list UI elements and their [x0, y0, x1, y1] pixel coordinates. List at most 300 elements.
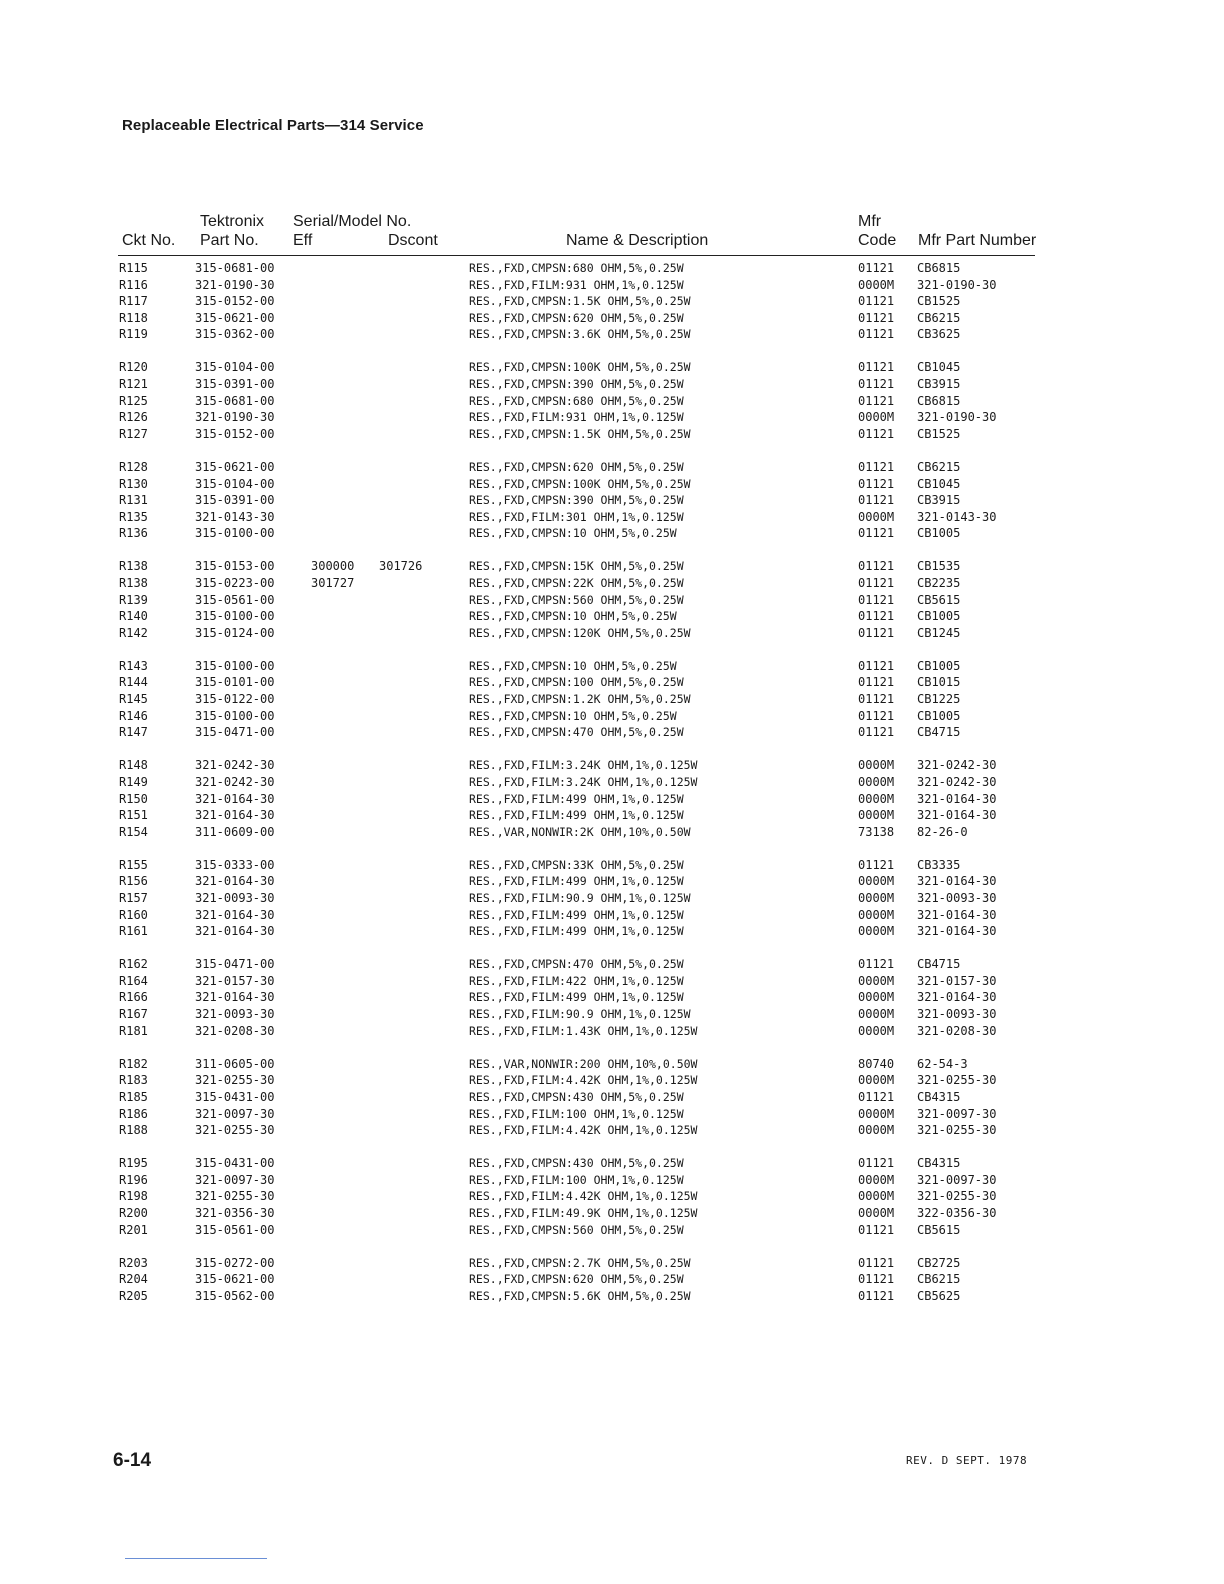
- column-header-dscont: Dscont: [388, 232, 438, 249]
- mfr-part-number-cell: CB1005: [917, 526, 961, 541]
- mfr-part-number-cell: CB6215: [917, 310, 961, 325]
- table-row: [0, 525, 1224, 542]
- mfr-part-number-cell: 321-0143-30: [917, 509, 997, 524]
- mfr-code-cell: 01121: [858, 708, 895, 723]
- mfr-code-cell: 73138: [858, 824, 895, 839]
- ckt-no-cell: R200: [119, 1206, 148, 1220]
- page-number: 6-14: [113, 1450, 152, 1471]
- part-no-cell: 315-0391-00: [195, 377, 275, 392]
- table-row: [0, 956, 1224, 973]
- mfr-code-cell: 0000M: [858, 1073, 895, 1088]
- part-no-cell: 315-0122-00: [195, 692, 275, 707]
- part-no-cell: 315-0562-00: [195, 1288, 275, 1303]
- ckt-no-cell: R161: [119, 924, 148, 939]
- description-cell: RES.,FXD,FILM:499 OHM,1%,0.125W: [469, 874, 684, 889]
- ckt-no-cell: R183: [119, 1073, 148, 1088]
- mfr-code-cell: 01121: [858, 957, 895, 972]
- part-no-cell: 315-0152-00: [195, 294, 275, 309]
- parts-table-body: [0, 260, 1224, 1321]
- part-no-cell: 311-0605-00: [195, 1056, 275, 1071]
- table-row: [0, 459, 1224, 476]
- part-no-cell: 315-0152-00: [195, 426, 275, 441]
- mfr-code-cell: 0000M: [858, 874, 895, 889]
- table-row: [0, 1089, 1224, 1106]
- description-cell: RES.,FXD,CMPSN:120K OHM,5%,0.25W: [469, 625, 691, 640]
- mfr-code-cell: 0000M: [858, 774, 895, 789]
- mfr-part-number-cell: 322-0356-30: [917, 1206, 997, 1220]
- table-row: [0, 907, 1224, 924]
- mfr-part-number-cell: CB1005: [917, 609, 961, 624]
- mfr-code-cell: 0000M: [858, 410, 895, 425]
- mfr-code-cell: 01121: [858, 692, 895, 707]
- ckt-no-cell: R130: [119, 476, 148, 491]
- mfr-part-number-cell: CB3915: [917, 493, 961, 508]
- ckt-no-cell: R138: [119, 576, 148, 590]
- table-row: [0, 376, 1224, 393]
- part-no-cell: 321-0190-30: [195, 410, 275, 425]
- table-row: [0, 674, 1224, 691]
- table-row: [0, 393, 1224, 410]
- mfr-part-number-cell: CB4315: [917, 1089, 961, 1104]
- part-no-cell: 315-0333-00: [195, 857, 275, 872]
- description-cell: RES.,FXD,FILM:499 OHM,1%,0.125W: [469, 808, 684, 823]
- description-cell: RES.,FXD,CMPSN:620 OHM,5%,0.25W: [469, 310, 684, 325]
- part-no-cell: 315-0124-00: [195, 625, 275, 640]
- description-cell: RES.,FXD,FILM:3.24K OHM,1%,0.125W: [469, 758, 698, 773]
- part-no-cell: 315-0100-00: [195, 708, 275, 723]
- part-no-cell: 315-0391-00: [195, 493, 275, 508]
- mfr-code-cell: 01121: [858, 1255, 895, 1270]
- description-cell: RES.,FXD,CMPSN:10 OHM,5%,0.25W: [469, 526, 677, 541]
- mfr-code-cell: 01121: [858, 1288, 895, 1303]
- ckt-no-cell: R186: [119, 1106, 148, 1121]
- ckt-no-cell: R204: [119, 1272, 148, 1287]
- mfr-part-number-cell: 82-26-0: [917, 824, 968, 839]
- description-cell: RES.,FXD,CMPSN:10 OHM,5%,0.25W: [469, 658, 677, 673]
- mfr-code-cell: 0000M: [858, 509, 895, 524]
- ckt-no-cell: R145: [119, 692, 148, 707]
- mfr-part-number-cell: 321-0097-30: [917, 1106, 997, 1121]
- mfr-code-cell: 01121: [858, 426, 895, 441]
- mfr-part-number-cell: 321-0255-30: [917, 1073, 997, 1088]
- mfr-part-number-cell: CB1525: [917, 426, 961, 441]
- ckt-no-cell: R182: [119, 1056, 148, 1071]
- table-row: [0, 426, 1224, 443]
- part-no-cell: 321-0164-30: [195, 924, 275, 939]
- description-cell: RES.,FXD,CMPSN:430 OHM,5%,0.25W: [469, 1156, 684, 1171]
- description-cell: RES.,FXD,CMPSN:560 OHM,5%,0.25W: [469, 1222, 684, 1237]
- description-cell: RES.,FXD,FILM:90.9 OHM,1%,0.125W: [469, 1007, 691, 1022]
- table-row: [0, 326, 1224, 343]
- mfr-part-number-cell: 321-0255-30: [917, 1189, 997, 1204]
- mfr-part-number-cell: 321-0164-30: [917, 808, 997, 823]
- description-cell: RES.,FXD,FILM:3.24K OHM,1%,0.125W: [469, 774, 698, 789]
- ckt-no-cell: R166: [119, 990, 148, 1005]
- part-no-cell: 315-0471-00: [195, 725, 275, 740]
- mfr-code-cell: 0000M: [858, 1007, 895, 1022]
- ckt-no-cell: R198: [119, 1189, 148, 1204]
- part-no-cell: 311-0609-00: [195, 824, 275, 839]
- table-row: [0, 774, 1224, 791]
- part-no-cell: 315-0272-00: [195, 1255, 275, 1270]
- dscont-cell: 301726: [379, 559, 423, 574]
- page-title: Replaceable Electrical Parts—314 Service: [122, 117, 424, 134]
- ckt-no-cell: R118: [119, 310, 148, 325]
- mfr-part-number-cell: 321-0157-30: [917, 973, 997, 988]
- ckt-no-cell: R162: [119, 957, 148, 972]
- part-no-cell: 321-0356-30: [195, 1206, 275, 1220]
- part-no-cell: 315-0104-00: [195, 476, 275, 491]
- ckt-no-cell: R143: [119, 658, 148, 673]
- ckt-no-cell: R195: [119, 1156, 148, 1171]
- description-cell: RES.,FXD,FILM:499 OHM,1%,0.125W: [469, 990, 684, 1005]
- description-cell: RES.,FXD,CMPSN:430 OHM,5%,0.25W: [469, 1089, 684, 1104]
- description-cell: RES.,FXD,FILM:931 OHM,1%,0.125W: [469, 277, 684, 292]
- mfr-code-cell: 01121: [858, 459, 895, 474]
- mfr-part-number-cell: CB2725: [917, 1255, 961, 1270]
- row-group: [0, 857, 1224, 940]
- mfr-part-number-cell: CB1015: [917, 675, 961, 690]
- mfr-part-number-cell: 321-0164-30: [917, 791, 997, 806]
- table-row: [0, 791, 1224, 808]
- mfr-code-cell: 01121: [858, 327, 895, 342]
- table-row: [0, 973, 1224, 990]
- mfr-code-cell: 01121: [858, 1089, 895, 1104]
- mfr-part-number-cell: CB5615: [917, 592, 961, 607]
- part-no-cell: 321-0255-30: [195, 1123, 275, 1138]
- table-row: [0, 260, 1224, 277]
- eff-cell: 301727: [311, 576, 355, 590]
- mfr-code-cell: 01121: [858, 360, 895, 375]
- table-row: [0, 708, 1224, 725]
- header-rule: [118, 255, 1035, 256]
- mfr-code-cell: 80740: [858, 1056, 895, 1071]
- part-no-cell: 315-0621-00: [195, 459, 275, 474]
- table-row: [0, 492, 1224, 509]
- row-group: [0, 658, 1224, 741]
- description-cell: RES.,FXD,CMPSN:470 OHM,5%,0.25W: [469, 725, 684, 740]
- description-cell: RES.,FXD,FILM:499 OHM,1%,0.125W: [469, 907, 684, 922]
- description-cell: RES.,VAR,NONWIR:200 OHM,10%,0.50W: [469, 1056, 698, 1071]
- description-cell: RES.,FXD,FILM:100 OHM,1%,0.125W: [469, 1172, 684, 1187]
- part-no-cell: 315-0681-00: [195, 261, 275, 275]
- mfr-part-number-cell: CB1005: [917, 658, 961, 673]
- table-row: [0, 857, 1224, 874]
- mfr-part-number-cell: CB4315: [917, 1156, 961, 1171]
- ckt-no-cell: R196: [119, 1172, 148, 1187]
- description-cell: RES.,FXD,CMPSN:1.2K OHM,5%,0.25W: [469, 692, 691, 707]
- mfr-part-number-cell: 321-0164-30: [917, 907, 997, 922]
- table-row: [0, 1155, 1224, 1172]
- mfr-code-cell: 01121: [858, 261, 895, 275]
- ckt-no-cell: R121: [119, 377, 148, 392]
- description-cell: RES.,FXD,FILM:499 OHM,1%,0.125W: [469, 924, 684, 939]
- part-no-cell: 315-0101-00: [195, 675, 275, 690]
- table-row: [0, 989, 1224, 1006]
- table-row: [0, 1255, 1224, 1272]
- description-cell: RES.,FXD,FILM:90.9 OHM,1%,0.125W: [469, 891, 691, 905]
- description-cell: RES.,FXD,CMPSN:390 OHM,5%,0.25W: [469, 493, 684, 508]
- part-no-cell: 321-0157-30: [195, 973, 275, 988]
- ckt-no-cell: R127: [119, 426, 148, 441]
- mfr-part-number-cell: 321-0097-30: [917, 1172, 997, 1187]
- ckt-no-cell: R203: [119, 1255, 148, 1270]
- table-row: [0, 575, 1224, 592]
- part-no-cell: 315-0561-00: [195, 592, 275, 607]
- ckt-no-cell: R151: [119, 808, 148, 823]
- mfr-part-number-cell: CB3625: [917, 327, 961, 342]
- ckt-no-cell: R188: [119, 1123, 148, 1138]
- mfr-code-cell: 0000M: [858, 891, 895, 905]
- table-row: [0, 1288, 1224, 1305]
- mfr-code-cell: 01121: [858, 675, 895, 690]
- part-no-cell: 321-0255-30: [195, 1073, 275, 1088]
- table-row: [0, 1072, 1224, 1089]
- ckt-no-cell: R156: [119, 874, 148, 889]
- mfr-part-number-cell: 321-0255-30: [917, 1123, 997, 1138]
- ckt-no-cell: R136: [119, 526, 148, 541]
- table-row: [0, 277, 1224, 294]
- table-row: [0, 757, 1224, 774]
- part-no-cell: 315-0153-00: [195, 559, 275, 574]
- part-no-cell: 315-0681-00: [195, 393, 275, 408]
- table-row: [0, 592, 1224, 609]
- ckt-no-cell: R147: [119, 725, 148, 740]
- mfr-code-cell: 0000M: [858, 1189, 895, 1204]
- part-no-cell: 321-0164-30: [195, 874, 275, 889]
- table-row: [0, 1188, 1224, 1205]
- description-cell: RES.,FXD,CMPSN:22K OHM,5%,0.25W: [469, 576, 684, 590]
- part-no-cell: 321-0097-30: [195, 1172, 275, 1187]
- description-cell: RES.,FXD,FILM:499 OHM,1%,0.125W: [469, 791, 684, 806]
- mfr-part-number-cell: CB1535: [917, 559, 961, 574]
- table-row: [0, 1106, 1224, 1123]
- description-cell: RES.,FXD,FILM:4.42K OHM,1%,0.125W: [469, 1123, 698, 1138]
- ckt-no-cell: R181: [119, 1023, 148, 1038]
- mfr-part-number-cell: 321-0190-30: [917, 410, 997, 425]
- eff-cell: 300000: [311, 559, 355, 574]
- mfr-code-cell: 01121: [858, 592, 895, 607]
- mfr-part-number-cell: 321-0190-30: [917, 277, 997, 292]
- ckt-no-cell: R115: [119, 261, 148, 275]
- mfr-code-cell: 01121: [858, 476, 895, 491]
- mfr-part-number-cell: 321-0164-30: [917, 924, 997, 939]
- table-row: [0, 1205, 1224, 1222]
- row-group: [0, 459, 1224, 542]
- mfr-code-cell: 01121: [858, 1156, 895, 1171]
- ckt-no-cell: R154: [119, 824, 148, 839]
- mfr-code-cell: 01121: [858, 725, 895, 740]
- row-group: [0, 260, 1224, 343]
- description-cell: RES.,FXD,CMPSN:620 OHM,5%,0.25W: [469, 1272, 684, 1287]
- description-cell: RES.,FXD,FILM:49.9K OHM,1%,0.125W: [469, 1206, 698, 1220]
- mfr-part-number-cell: 321-0164-30: [917, 990, 997, 1005]
- mfr-code-cell: 01121: [858, 609, 895, 624]
- mfr-code-cell: 01121: [858, 658, 895, 673]
- ckt-no-cell: R140: [119, 609, 148, 624]
- ckt-no-cell: R125: [119, 393, 148, 408]
- ckt-no-cell: R135: [119, 509, 148, 524]
- description-cell: RES.,FXD,FILM:100 OHM,1%,0.125W: [469, 1106, 684, 1121]
- description-cell: RES.,FXD,CMPSN:620 OHM,5%,0.25W: [469, 459, 684, 474]
- ckt-no-cell: R120: [119, 360, 148, 375]
- description-cell: RES.,FXD,CMPSN:1.5K OHM,5%,0.25W: [469, 294, 691, 309]
- row-group: [0, 359, 1224, 442]
- ckt-no-cell: R205: [119, 1288, 148, 1303]
- description-cell: RES.,VAR,NONWIR:2K OHM,10%,0.50W: [469, 824, 691, 839]
- row-group: [0, 1155, 1224, 1238]
- table-row: [0, 1172, 1224, 1189]
- mfr-code-cell: 01121: [858, 857, 895, 872]
- ckt-no-cell: R167: [119, 1007, 148, 1022]
- ckt-no-cell: R126: [119, 410, 148, 425]
- description-cell: RES.,FXD,CMPSN:100K OHM,5%,0.25W: [469, 360, 691, 375]
- mfr-code-cell: 0000M: [858, 277, 895, 292]
- mfr-code-cell: 0000M: [858, 990, 895, 1005]
- part-no-cell: 315-0100-00: [195, 658, 275, 673]
- description-cell: RES.,FXD,FILM:931 OHM,1%,0.125W: [469, 410, 684, 425]
- ckt-no-cell: R149: [119, 774, 148, 789]
- mfr-part-number-cell: CB3915: [917, 377, 961, 392]
- mfr-code-cell: 01121: [858, 526, 895, 541]
- mfr-code-cell: 01121: [858, 310, 895, 325]
- table-row: [0, 1271, 1224, 1288]
- table-row: [0, 807, 1224, 824]
- mfr-part-number-cell: CB1045: [917, 476, 961, 491]
- column-header-mfr: Mfr: [858, 213, 882, 230]
- row-group: [0, 956, 1224, 1039]
- table-row: [0, 691, 1224, 708]
- mfr-part-number-cell: CB3335: [917, 857, 961, 872]
- part-no-cell: 315-0621-00: [195, 1272, 275, 1287]
- ckt-no-cell: R150: [119, 791, 148, 806]
- mfr-part-number-cell: 321-0242-30: [917, 758, 997, 773]
- mfr-code-cell: 01121: [858, 576, 895, 590]
- table-row: [0, 1056, 1224, 1073]
- part-no-cell: 315-0100-00: [195, 526, 275, 541]
- ckt-no-cell: R128: [119, 459, 148, 474]
- mfr-part-number-cell: CB1525: [917, 294, 961, 309]
- ckt-no-cell: R146: [119, 708, 148, 723]
- row-group: [0, 757, 1224, 840]
- ckt-no-cell: R119: [119, 327, 148, 342]
- mfr-part-number-cell: CB4715: [917, 725, 961, 740]
- description-cell: RES.,FXD,CMPSN:10 OHM,5%,0.25W: [469, 708, 677, 723]
- table-row: [0, 1222, 1224, 1239]
- description-cell: RES.,FXD,CMPSN:2.7K OHM,5%,0.25W: [469, 1255, 691, 1270]
- mfr-code-cell: 01121: [858, 393, 895, 408]
- mfr-code-cell: 01121: [858, 493, 895, 508]
- mfr-code-cell: 01121: [858, 377, 895, 392]
- revision-note: REV. D SEPT. 1978: [906, 1454, 1028, 1467]
- description-cell: RES.,FXD,CMPSN:560 OHM,5%,0.25W: [469, 592, 684, 607]
- description-cell: RES.,FXD,CMPSN:100 OHM,5%,0.25W: [469, 675, 684, 690]
- table-row: [0, 359, 1224, 376]
- mfr-code-cell: 01121: [858, 625, 895, 640]
- mfr-part-number-cell: CB1225: [917, 692, 961, 707]
- description-cell: RES.,FXD,CMPSN:1.5K OHM,5%,0.25W: [469, 426, 691, 441]
- row-group: [0, 558, 1224, 641]
- part-no-cell: 321-0242-30: [195, 774, 275, 789]
- table-row: [0, 409, 1224, 426]
- mfr-part-number-cell: 321-0093-30: [917, 891, 997, 905]
- mfr-part-number-cell: CB1005: [917, 708, 961, 723]
- part-no-cell: 315-0223-00: [195, 576, 275, 590]
- table-row: [0, 923, 1224, 940]
- mfr-code-cell: 0000M: [858, 1106, 895, 1121]
- description-cell: RES.,FXD,CMPSN:10 OHM,5%,0.25W: [469, 609, 677, 624]
- part-no-cell: 315-0561-00: [195, 1222, 275, 1237]
- description-cell: RES.,FXD,CMPSN:100K OHM,5%,0.25W: [469, 476, 691, 491]
- ckt-no-cell: R148: [119, 758, 148, 773]
- part-no-cell: 321-0164-30: [195, 791, 275, 806]
- row-group: [0, 1056, 1224, 1139]
- table-row: [0, 873, 1224, 890]
- mfr-code-cell: 01121: [858, 1272, 895, 1287]
- column-header-serial-model: Serial/Model No.: [293, 213, 412, 230]
- mfr-code-cell: 0000M: [858, 758, 895, 773]
- table-row: [0, 625, 1224, 642]
- mfr-part-number-cell: 321-0093-30: [917, 1007, 997, 1022]
- row-group: [0, 1255, 1224, 1305]
- mfr-part-number-cell: CB6215: [917, 1272, 961, 1287]
- ckt-no-cell: R201: [119, 1222, 148, 1237]
- mfr-code-cell: 0000M: [858, 791, 895, 806]
- part-no-cell: 321-0093-30: [195, 1007, 275, 1022]
- part-no-cell: 315-0431-00: [195, 1156, 275, 1171]
- ckt-no-cell: R144: [119, 675, 148, 690]
- table-row: [0, 476, 1224, 493]
- ckt-no-cell: R185: [119, 1089, 148, 1104]
- column-header-ckt-no: Ckt No.: [122, 232, 176, 249]
- mfr-code-cell: 0000M: [858, 1023, 895, 1038]
- mfr-part-number-cell: 62-54-3: [917, 1056, 968, 1071]
- mfr-code-cell: 0000M: [858, 973, 895, 988]
- part-no-cell: 321-0097-30: [195, 1106, 275, 1121]
- ckt-no-cell: R164: [119, 973, 148, 988]
- ckt-no-cell: R157: [119, 891, 148, 905]
- ckt-no-cell: R160: [119, 907, 148, 922]
- table-row: [0, 608, 1224, 625]
- part-no-cell: 315-0100-00: [195, 609, 275, 624]
- description-cell: RES.,FXD,FILM:1.43K OHM,1%,0.125W: [469, 1023, 698, 1038]
- mfr-code-cell: 0000M: [858, 808, 895, 823]
- mfr-code-cell: 0000M: [858, 1172, 895, 1187]
- mfr-code-cell: 0000M: [858, 1206, 895, 1220]
- part-no-cell: 315-0362-00: [195, 327, 275, 342]
- mfr-part-number-cell: CB1245: [917, 625, 961, 640]
- column-header-tektronix: Tektronix: [200, 213, 265, 230]
- mfr-part-number-cell: 321-0242-30: [917, 774, 997, 789]
- mfr-code-cell: 01121: [858, 559, 895, 574]
- part-no-cell: 315-0471-00: [195, 957, 275, 972]
- mfr-part-number-cell: CB6215: [917, 459, 961, 474]
- part-no-cell: 315-0104-00: [195, 360, 275, 375]
- table-row: [0, 824, 1224, 841]
- description-cell: RES.,FXD,CMPSN:5.6K OHM,5%,0.25W: [469, 1288, 691, 1303]
- table-row: [0, 724, 1224, 741]
- ckt-no-cell: R139: [119, 592, 148, 607]
- description-cell: RES.,FXD,CMPSN:680 OHM,5%,0.25W: [469, 393, 684, 408]
- column-header-eff: Eff: [293, 232, 313, 249]
- column-header-name-description: Name & Description: [566, 232, 709, 249]
- mfr-code-cell: 0000M: [858, 1123, 895, 1138]
- ckt-no-cell: R138: [119, 559, 148, 574]
- part-no-cell: 321-0255-30: [195, 1189, 275, 1204]
- part-no-cell: 321-0164-30: [195, 990, 275, 1005]
- mfr-part-number-cell: CB5615: [917, 1222, 961, 1237]
- description-cell: RES.,FXD,CMPSN:33K OHM,5%,0.25W: [469, 857, 684, 872]
